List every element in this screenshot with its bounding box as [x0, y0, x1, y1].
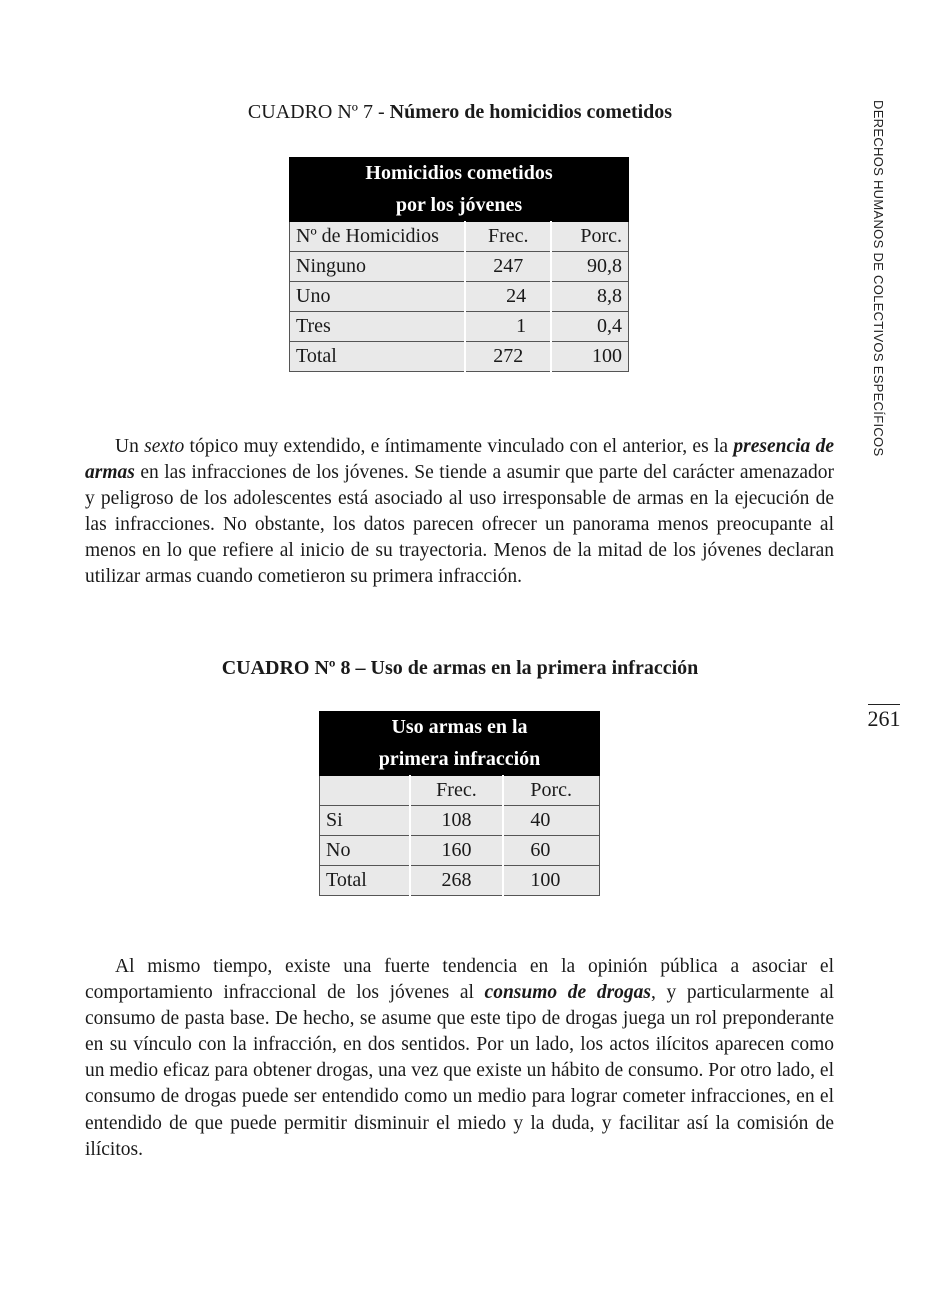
table-cell: 40 [503, 806, 599, 836]
table-7-header-line-1: Homicidios cometidos [290, 158, 629, 190]
table-cell: 8,8 [551, 282, 628, 312]
running-title: DERECHOS HUMANOS DE COLECTIVOS ESPECÍFICOS [871, 100, 886, 457]
page-number: 261 [867, 706, 901, 731]
table-cell: 0,4 [551, 312, 628, 342]
emphasis-sexto: sexto [144, 436, 185, 457]
paragraph-drugs [85, 954, 834, 1163]
weapons-use-table [319, 711, 600, 896]
table-row [290, 312, 629, 342]
table-cell: 24 [465, 282, 551, 312]
table-cell: 272 [465, 342, 551, 372]
emphasis-presencia-de-armas: presencia de armas [85, 436, 834, 484]
table-row-total [290, 342, 629, 372]
table-row [320, 836, 600, 866]
table-cell: 100 [551, 342, 628, 372]
column-header: Frec. [410, 776, 504, 806]
table-cell: Si [320, 806, 410, 836]
table-cell: 160 [410, 836, 504, 866]
table-8-caption: CUADRO Nº 8 – Uso de armas en la primera infracción [221, 657, 699, 679]
table-cell: Total [320, 866, 410, 896]
table-row [320, 806, 600, 836]
column-header: Porc. [503, 776, 599, 806]
text-run: Al mismo tiempo, existe una fuerte tendencia en la opinión pública a asociar el comportamiento infraccional de los jóvenes al [85, 956, 834, 1004]
homicides-table [289, 157, 629, 372]
table-8-column-headers [320, 776, 600, 806]
table-cell: Uno [290, 282, 466, 312]
table-cell: Tres [290, 312, 466, 342]
table-7-caption [80, 101, 840, 124]
table-7-column-headers [290, 222, 629, 252]
column-header [320, 776, 410, 806]
table-row [290, 282, 629, 312]
table-cell: 1 [465, 312, 551, 342]
table-cell: 100 [503, 866, 599, 896]
table-cell: 268 [410, 866, 504, 896]
table-7-caption-text: Número de homicidios cometidos [389, 101, 673, 123]
text-run: , y particularmente al consumo de pasta base. De hecho, se asume que este tipo de drogas juega un rol preponderante en su vínculo con la infracción, en dos sentidos. Por un lado, los actos ilícitos aparecen como un medio eficaz para obtener drogas, una vez que existe un hábito de consumo. Por otro lado, el consumo de drogas puede ser entendido como un medio para lograr cometer infracciones, en el entendido de que puede permitir disminuir el miedo y la duda, y facilitar así la comisión de ilícitos. [85, 982, 834, 1160]
column-header: Nº de Homicidios [290, 222, 466, 252]
paragraph-weapons [85, 434, 834, 591]
text-run: tópico muy extendido, e íntimamente vinculado con el anterior, es la [184, 436, 734, 457]
text-run: en las infracciones de los jóvenes. Se tiende a asumir que parte del carácter amenazador y peligroso de los adolescentes está asociado al uso irresponsable de armas en la ejecución de las infracciones. No obstante, los datos parecen ofrecer un panorama menos preocupante al menos en lo que refiere al inicio de su trayectoria. Menos de la mitad de los jóvenes declaran utilizar armas cuando cometieron su primera infracción. [85, 462, 834, 588]
table-7-caption-prefix: CUADRO Nº 7 - [247, 101, 390, 123]
table-8-header-line-1: Uso armas en la [320, 712, 600, 744]
emphasis-consumo-de-drogas: consumo de drogas [484, 982, 652, 1004]
table-cell: 90,8 [551, 252, 628, 282]
table-row-total [320, 866, 600, 896]
page-number-rule [868, 704, 900, 705]
table-cell: 60 [503, 836, 599, 866]
column-header: Porc. [551, 222, 628, 252]
table-8-header-line-2: primera infracción [320, 744, 600, 776]
table-cell: 108 [410, 806, 504, 836]
text-run: Un [115, 436, 145, 457]
table-cell: Total [290, 342, 466, 372]
table-7-header-line-2: por los jóvenes [290, 190, 629, 222]
table-row [290, 252, 629, 282]
column-header: Frec. [465, 222, 551, 252]
table-cell: No [320, 836, 410, 866]
table-cell: 247 [465, 252, 551, 282]
table-cell: Ninguno [290, 252, 466, 282]
